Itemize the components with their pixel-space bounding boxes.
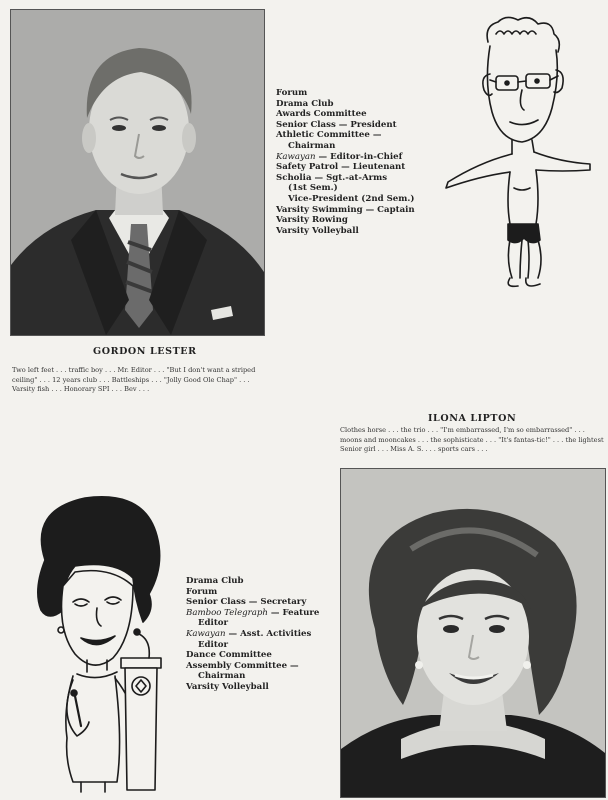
- ilona-lipton-portrait-photo: [340, 468, 606, 798]
- activity-item: Vice-President (2nd Sem.): [288, 193, 415, 204]
- activity-role: — Asst. Activities: [225, 628, 312, 639]
- gordon-lester-portrait-photo: [10, 9, 265, 336]
- activity-item: Forum: [186, 586, 218, 597]
- ilona-lipton-activities-list: [186, 576, 319, 693]
- activity-item: (1st Sem.): [288, 183, 338, 194]
- activity-item: Chairman: [198, 671, 246, 682]
- activity-item: [276, 152, 415, 163]
- activity-item: Athletic Committee —: [276, 130, 382, 141]
- activity-item: Drama Club: [186, 576, 244, 586]
- activity-item: Chairman: [288, 140, 336, 151]
- activity-role: — Editor-in-Chief: [315, 151, 403, 162]
- ilona-lipton-name: ILONA LIPTON: [428, 413, 517, 424]
- activity-item: Editor: [198, 618, 229, 629]
- ilona-lipton-blurb: Clothes horse . . . the trio . . . "I'm embarrassed, I'm so embarrassed" . . . moons and mooncakes . . . the sophisticate . . . "It's fantas-tic!" . . . the lightest Senior girl . . . Miss A. S. . . . sports cars . . .: [340, 426, 604, 454]
- activity-item: Senior Class — Secretary: [186, 597, 307, 608]
- activity-role: — Feature: [267, 607, 320, 618]
- activity-item: Safety Patrol — Lieutenant: [276, 162, 406, 173]
- activity-item: Varsity Volleyball: [276, 225, 359, 236]
- activity-item: Varsity Rowing: [276, 215, 348, 226]
- activity-item: Dance Committee: [186, 650, 272, 661]
- publication-name: Bamboo Telegraph: [186, 607, 268, 618]
- activity-item: Drama Club: [276, 98, 334, 109]
- gordon-lester-caricature: [440, 12, 595, 297]
- activity-item: Varsity Volleyball: [186, 681, 269, 692]
- gordon-lester-name: GORDON LESTER: [93, 346, 197, 357]
- activity-item: [186, 608, 319, 619]
- activity-item: Senior Class — President: [276, 119, 397, 130]
- ilona-lipton-caricature: [15, 490, 175, 795]
- activity-item: [186, 629, 319, 640]
- publication-name: Kawayan: [276, 151, 316, 162]
- activity-item: Editor: [198, 639, 229, 650]
- publication-name: Kawayan: [186, 628, 226, 639]
- activity-item: Forum: [276, 88, 308, 98]
- activity-item: Awards Committee: [276, 109, 367, 120]
- gordon-lester-activities-list: [276, 88, 415, 236]
- activity-item: Scholia — Sgt.-at-Arms: [276, 172, 388, 183]
- activity-item: Assembly Committee —: [186, 660, 299, 671]
- gordon-lester-blurb: Two left feet . . . traffic boy . . . Mr. Editor . . . "But I don't want a striped ceiling" . . . 12 years club . . . Battleships . . . "Jolly Good Ole Chap" . . . Varsity fish . . . Honorary SPI . . . Bev . . .: [12, 366, 256, 394]
- activity-item: Varsity Swimming — Captain: [276, 204, 415, 215]
